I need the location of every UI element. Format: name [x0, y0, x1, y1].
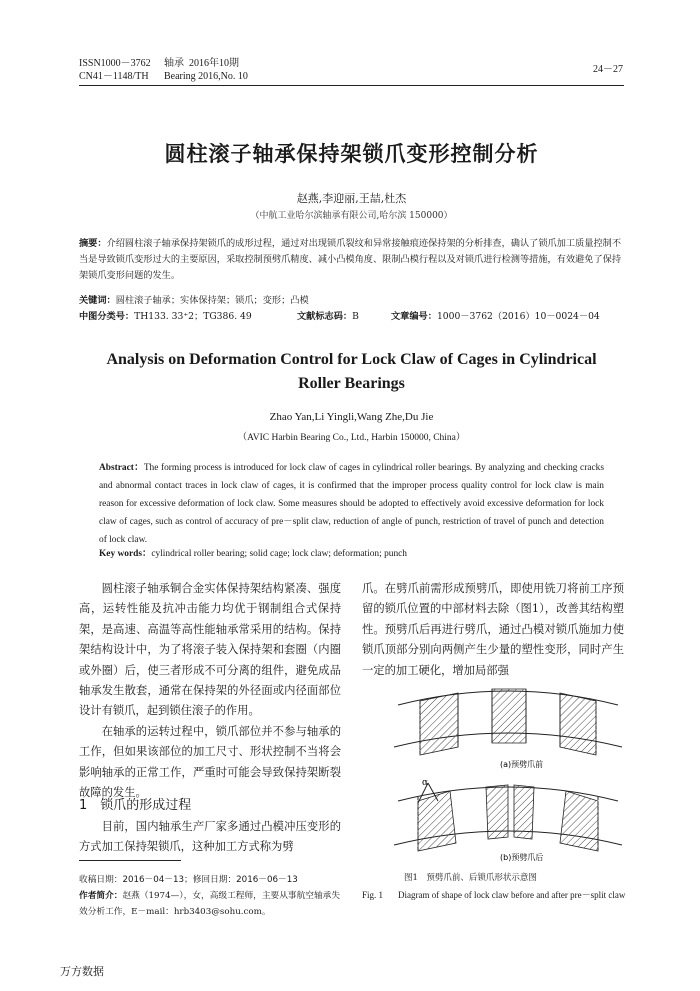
keywords-label-en: Key words： — [99, 549, 152, 559]
article-number-value: 1000－3762（2016）10－0024－04 — [436, 311, 600, 322]
watermark: 万方数据 — [60, 965, 104, 978]
header-journal-en: Bearing 2016,No. 10 — [164, 71, 248, 82]
diagram-b-hatch — [418, 785, 598, 851]
title-en-line2: Roller Bearings — [298, 375, 405, 392]
abstract-en — [99, 459, 604, 549]
clc — [79, 309, 279, 325]
figure-caption-en: Diagram of shape of lock claw before and after pre－split claw — [398, 890, 626, 900]
doc-code-label: 文献标志码： — [297, 311, 353, 322]
issue-cn: 2016年10期 — [189, 58, 239, 69]
paragraph-1: 圆柱滚子轴承铜合金实体保持架结构紧凑、强度高，运转性能及抗冲击能力均优于钢制组合式保持架，是高速、高温等高性能轴承常采用的结构。保持架结构设计中，为了将滚子装入保持架和套圈（内圈或外圈）后，使三者形成不可分离的组件，避免成品轴承发生散套，通常在保持架的外径面或内径面部位设计有锁爪，起到锁住滚子的作用。 — [79, 582, 341, 718]
abstract-text-en: The forming process is introduced for lock claw of cages in cylindrical roller bearings. By analyzing and checking cracks and abnormal contact traces in lock claw of cages, it is confirmed that the improper process quality control for lock claw is main reason for excessive deformation of lock claw. Some measures should be adopted to effectively avoid excessive deformation for lock claw of cages, such as control of accuracy of pre－split claw, reduction of angle of punch, restriction of travel of punch and detection of lock claw. — [99, 463, 604, 545]
keywords-label-cn: 关键词： — [79, 295, 116, 306]
article-number — [391, 309, 631, 325]
footnote-dates: 收稿日期：2016－04－13；修回日期：2016－06－13 — [79, 875, 298, 885]
footnote — [79, 872, 341, 920]
header-issn: ISSN1000－3762 — [79, 58, 151, 69]
article-number-label: 文章编号： — [391, 311, 437, 322]
authors-en: Zhao Yan,Li Yingli,Wang Zhe,Du Jie — [269, 411, 434, 423]
header-pages: 24－27 — [593, 64, 623, 75]
left-column — [79, 579, 341, 803]
header-journal-cn — [164, 57, 239, 70]
footnote-bio — [79, 888, 341, 920]
figure-caption-en-label: Fig. 1 — [362, 890, 384, 900]
clc-value: TH133. 33⁺2；TG386. 49 — [134, 311, 252, 322]
diagram-a-hatch — [420, 689, 596, 755]
paragraph-right-1: 爪。在劈爪前需形成预劈爪，即使用铣刀将前工序预留的锁爪位置的中部材料去除（图1），改善其结构塑性。预劈爪后再进行劈爪，通过凸模对锁爪施加力使锁爪顶部分别向两侧产生少量的塑性变形，同时产生一定的加工硬化，增加局部强 — [362, 582, 624, 677]
footnote-bio-label: 作者简介： — [79, 891, 123, 901]
paragraph-2: 在轴承的运转过程中，锁爪部位并不参与轴承的工作，但如果该部位的加工尺寸、形状控制不当将会影响轴承的正常工作，严重时可能会导致保持架断裂故障的发生。 — [79, 724, 341, 800]
keywords-en — [99, 545, 604, 563]
affiliation-cn: （中航工业哈尔滨轴承有限公司,哈尔滨 150000） — [250, 211, 453, 221]
paragraph-3-container — [79, 817, 341, 858]
header-rule — [79, 85, 624, 86]
footnote-bio-text: 赵燕（1974—），女，高级工程师，主要从事航空轴承失效分析工作，E－mail：hrb3403@sohu.com。 — [79, 891, 341, 917]
keywords-text-cn: 圆柱滚子轴承；实体保持架；锁爪；变形；凸模 — [115, 295, 309, 306]
diagram-a-label: (a)预劈爪前 — [500, 760, 544, 769]
section-heading-1: 1 锁爪的形成过程 — [79, 798, 192, 813]
figure-1-diagram — [388, 683, 628, 863]
header-cn: CN41－1148/TH — [79, 71, 149, 82]
authors-cn: 赵燕,李迎丽,王喆,杜杰 — [296, 192, 407, 205]
angle-alpha: α — [422, 778, 429, 788]
journal-name-cn: 轴承 — [164, 58, 184, 69]
diagram-b-label: (b)预劈爪后 — [500, 853, 544, 862]
title-cn: 圆柱滚子轴承保持架锁爪变形控制分析 — [164, 142, 539, 166]
keywords-cn — [79, 293, 624, 309]
keywords-text-en: cylindrical roller bearing; solid cage; lock claw; deformation; punch — [151, 549, 407, 559]
title-en — [79, 348, 624, 396]
figure-1 — [388, 683, 628, 863]
figure-caption-cn: 图1 预劈爪前、后锁爪形状示意图 — [404, 873, 537, 883]
doc-code-value: B — [352, 311, 359, 322]
title-en-line1: Analysis on Deformation Control for Lock Claw of Cages in Cylindrical — [106, 351, 597, 368]
paragraph-3: 目前，国内轴承生产厂家多通过凸模冲压变形的方式加工保持架锁爪，这种加工方式称为劈 — [79, 820, 341, 854]
footnote-rule — [79, 860, 181, 861]
abstract-label-cn: 摘要： — [79, 238, 107, 249]
abstract-cn — [79, 236, 624, 284]
right-column — [362, 579, 624, 681]
affiliation-en: （AVIC Harbin Bearing Co., Ltd., Harbin 150000, China） — [237, 433, 466, 443]
abstract-label-en: Abstract： — [99, 463, 144, 473]
clc-label: 中图分类号： — [79, 311, 135, 322]
abstract-text-cn: 介绍圆柱滚子轴承保持架锁爪的成形过程，通过对出现锁爪裂纹和异常接触痕迹保持架的分析排查，确认了锁爪加工质量控制不当是导致锁爪变形过大的主要原因，采取控制预劈爪精度、减小凸模角度、限制凸模行程以及对锁爪进行检测等措施，有效避免了保持架锁爪变形问题的发生。 — [79, 238, 622, 281]
